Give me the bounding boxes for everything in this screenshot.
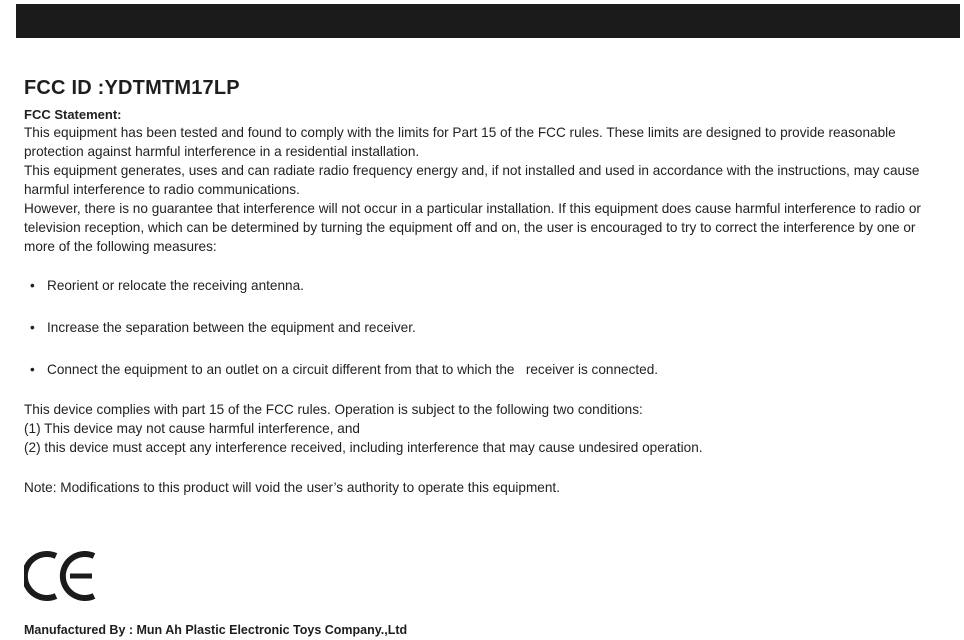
ce-mark-icon (24, 548, 100, 609)
conditions-intro: This device complies with part 15 of the FCC rules. Operation is subject to the following two conditions: (24, 402, 643, 417)
bullet-icon: • (30, 320, 35, 335)
bullet-icon: • (30, 278, 35, 293)
manufacturer-line: Manufactured By : Mun Ah Plastic Electronic Toys Company.,Ltd (24, 623, 408, 637)
header-bar (16, 4, 960, 38)
compliance-paragraph: This equipment has been tested and found to comply with the limits for Part 15 of the FCC rules. These limits are designed to provide reasonable protection against harmful interference in a residential installation. (24, 125, 896, 159)
list-item (30, 318, 948, 337)
conditions-block (24, 400, 948, 457)
bullet-icon: • (30, 362, 35, 377)
condition-1: (1) This device may not cause harmful interference, and (24, 421, 360, 436)
interference-paragraph: However, there is no guarantee that interference will not occur in a particular installation. If this equipment does cause harmful interference to radio or television reception, which can be determined by turning the equipment off and on, the user is encouraged to try to correct the interference by one or more of the following measures: (24, 201, 921, 254)
list-item (30, 276, 948, 295)
fcc-document (24, 76, 948, 497)
measures-list (24, 276, 948, 379)
measure-text: Reorient or relocate the receiving antenna. (47, 278, 304, 293)
list-item (30, 360, 948, 379)
fcc-id-title: FCC ID :YDTMTM17LP (24, 77, 240, 99)
measure-text: Increase the separation between the equipment and receiver. (47, 320, 416, 335)
condition-2: (2) this device must accept any interference received, including interference that may cause undesired operation. (24, 440, 703, 455)
measure-text: Connect the equipment to an outlet on a circuit different from that to which the receiver is connected. (47, 362, 659, 377)
radio-energy-paragraph: This equipment generates, uses and can radiate radio frequency energy and, if not installed and used in accordance with the instructions, may cause harmful interference to radio communications. (24, 163, 920, 197)
modification-note: Note: Modifications to this product will void the user’s authority to operate this equipment. (24, 480, 560, 495)
fcc-statement-heading: FCC Statement: (24, 107, 122, 122)
